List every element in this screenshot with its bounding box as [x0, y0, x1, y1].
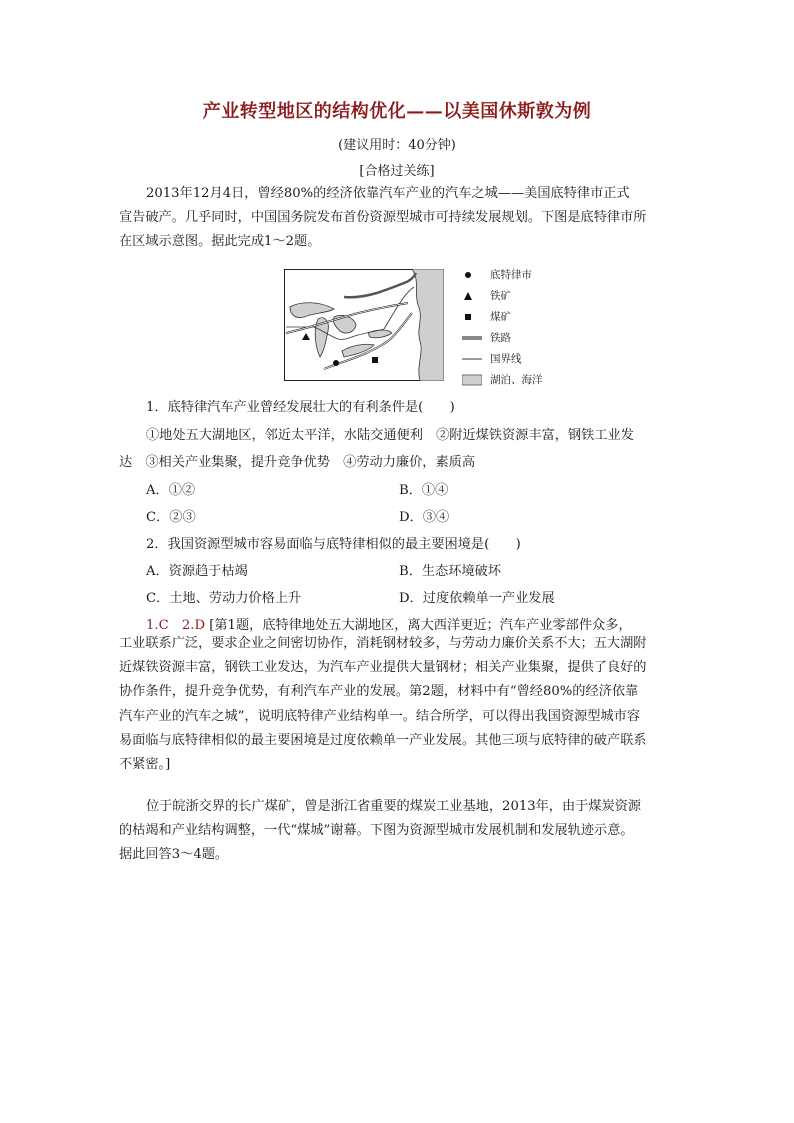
- question-1-conditions-line: ①地处五大湖地区，邻近太平洋，水陆交通便利 ②附近煤铁资源丰富，钢铁工业发: [146, 428, 634, 443]
- square-icon: [462, 310, 482, 324]
- section-label: [合格过关练]: [359, 164, 435, 179]
- legend-label: 铁路: [490, 332, 511, 344]
- answer-explanation: [119, 632, 679, 777]
- legend-label: 铁矿: [490, 290, 511, 302]
- legend-label: 底特律市: [490, 269, 532, 281]
- answer-key: 1.C 2.D: [146, 618, 206, 633]
- question-1-option-b: B．①④: [399, 483, 449, 498]
- intro1-line: 2013年12月4日，曾经80%的经济依靠汽车产业的汽车之城——美国底特律市正式: [146, 186, 630, 201]
- railway-icon: [462, 331, 482, 345]
- detroit-region-map: [284, 269, 444, 381]
- answer-text: [第1题，底特律地处五大湖地区，离大西洋更近；汽车产业零部件众多，: [209, 618, 632, 633]
- question-1-option-d: D．③④: [399, 510, 450, 525]
- page-title: 产业转型地区的结构优化——以美国休斯敦为例: [202, 101, 592, 122]
- answer-line: 汽车产业的汽车之城”，说明底特律产业结构单一。结合所学，可以得出我国资源型城市容: [119, 708, 641, 724]
- question-2-option-c: C．土地、劳动力价格上升: [146, 591, 302, 606]
- intro2-line: 据此回答3～4题。: [119, 847, 229, 863]
- answer-line: 近煤铁资源丰富，钢铁工业发达，为汽车产业提供大量钢材；相关产业集聚，提供了良好的: [119, 660, 647, 676]
- intro2-line: 的枯竭和产业结构调整，一代“煤城”谢幕。下图为资源型城市发展机制和发展轨迹示意。: [119, 823, 634, 839]
- legend-label: 煤矿: [490, 311, 511, 323]
- answer-line: 工业联系广泛，要求企业之间密切协作，消耗钢材较多，与劳动力廉价关系不大；五大湖附: [119, 636, 647, 651]
- answer-line: 协作条件，提升竞争优势，有利汽车产业的发展。第2题，材料中有“曾经80%的经济依靠: [119, 684, 639, 700]
- coal-mine-marker: [372, 357, 378, 363]
- question-1-option-c: C．②③: [146, 510, 196, 525]
- dot-icon: [462, 268, 482, 282]
- answer-line: 易面临与底特律相似的最主要困境是过度依赖单一产业发展。其他三项与底特律的破产联系: [119, 732, 647, 748]
- legend-label: 国界线: [490, 353, 522, 365]
- answer-first-line: [146, 614, 632, 633]
- question-2-option-b: B．生态环境破坏: [399, 564, 502, 579]
- question-1-option-a: A．①②: [146, 483, 196, 498]
- map-graphic: [284, 269, 444, 381]
- intro1-line: 宣告破产。几乎同时，中国国务院发布首份资源型城市可持续发展规划。下图是底特律市所: [119, 210, 647, 226]
- intro-paragraph-1: [119, 182, 679, 255]
- question-1-conditions-line: 达 ③相关产业集聚，提升竞争优势 ④劳动力廉价，素质高: [119, 455, 476, 470]
- detroit-city-marker: [333, 360, 339, 366]
- intro-paragraph-2: [119, 795, 679, 868]
- question-1-stem: 1．底特律汽车产业曾经发展壮大的有利条件是( ): [146, 400, 455, 415]
- answer-line: 不紧密。]: [119, 757, 171, 773]
- suggested-time: (建议用时：40分钟): [338, 138, 456, 153]
- question-2-option-d: D．过度依赖单一产业发展: [399, 591, 555, 606]
- triangle-icon: [462, 289, 482, 303]
- border-line-icon: [462, 352, 482, 366]
- question-2-option-a: A．资源趋于枯竭: [146, 564, 248, 579]
- legend-label: 湖泊、海洋: [490, 374, 543, 386]
- intro2-line: 位于皖浙交界的长广煤矿，曾是浙江省重要的煤炭工业基地，2013年，由于煤炭资源: [146, 799, 642, 814]
- intro1-line: 在区域示意图。据此完成1～2题。: [119, 234, 321, 250]
- question-2-stem: 2．我国资源型城市容易面临与底特律相似的最主要困境是( ): [146, 537, 521, 552]
- lake-swatch-icon: [462, 373, 482, 387]
